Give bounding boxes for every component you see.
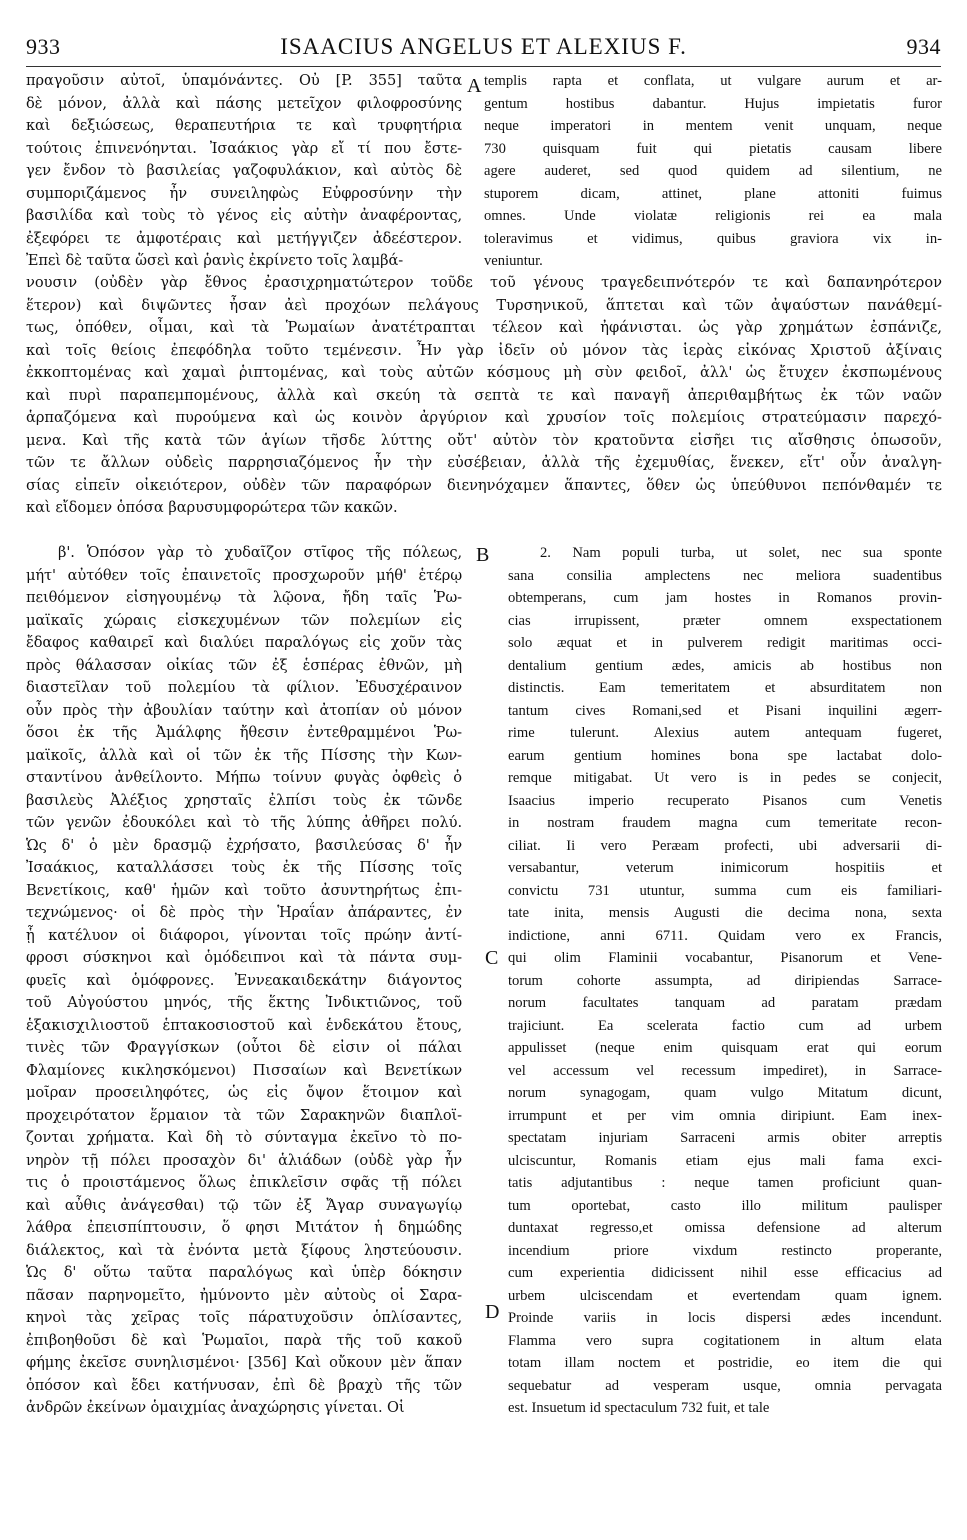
text-line: ἁρπαζόμενα καὶ πυρούμενα καὶ ὡς κοινὸν ἀργύριον καὶ χρυσίον τοῖς πολεμίοις στρατεύμασιν παρεχό- <box>26 409 942 426</box>
text-line: remque mitigabat. Ut vero is in pedes se conjecit, <box>508 770 942 786</box>
text-line: ἐξεφόρει τε ἀμφοτέραις καὶ μετήγγιζεν ἀδεέστερον. <box>26 229 462 247</box>
text-line: omnes. Unde violatæ religionis rei ea mala <box>484 208 942 224</box>
greek-column-top <box>26 70 462 273</box>
text-line: rime tulerunt. Alexius autem antequam fugeret, <box>508 725 942 741</box>
margin-letter-b: B <box>476 544 490 566</box>
text-line: Βενετίκοις, καθ' ἡμῶν καὶ τοῦτο ἀσυντηρήτως ἐπι- <box>26 881 462 899</box>
text-line: irrumpunt et per vim omnia diripiunt. Eam inex- <box>508 1107 942 1124</box>
text-line: μαϊκαῖς χώραις εἰσκεχυμένων τῶν πολεμίων εἰς <box>26 611 462 629</box>
text-line: norum synagogam, quam vulgo Mitatum dicunt, <box>508 1085 942 1101</box>
text-line: μήτ' αὐτόθεν τοῖς ἐπαινετοῖς προσχωροῦν μήθ' ἑτέρῳ <box>26 566 462 584</box>
text-line: ἔδαφος καθαιρεῖ καὶ διαλύει παραλόγως εἰς χοῦν τὰς <box>26 634 462 651</box>
running-title: ISAACIUS ANGELUS ET ALEXIUS F. <box>280 34 687 59</box>
text-line: cum experientia didicissent nihil esse efficacius ad <box>508 1265 942 1281</box>
text-line: σίας εἰπεῖν οἰκειότερον, οὐδὲν τῶν παραφόρων διενηνόχαμεν ἅπαντες, ὅθεν ὡς ὑπεύθυνοι πεπόνθαμέν τε <box>26 476 942 494</box>
text-line: vel accessum vel recessum impediret), in Sarrace- <box>508 1062 942 1079</box>
text-line: ἑξακισχιλιοστοῦ ἑπτακοσιοστοῦ καὶ ἑνδεκάτου ἔτους, <box>26 1016 462 1034</box>
text-line: Proinde variis in locis dispersi ædes incendunt. <box>508 1310 942 1326</box>
text-line: earum gentium homines bona spe lactabat dolo- <box>508 747 942 764</box>
text-line: qui olim Flaminii vocabantur, Pisanorum et Vene- <box>508 950 942 966</box>
text-line: καὶ πυρὶ παραπεμπομένους, ἀλλὰ καὶ σκεύη τὰ σεπτὰ τε καὶ παναγῆ ἀπεριθαμβήτως ἐκ τῶν ναῶν <box>26 386 942 404</box>
text-line: obtemperans, cum jam hostes in Romanos provin- <box>508 590 942 606</box>
text-line: ὅσοι ἐκ τῆς Ἀμάλφης ἤθεσιν ἐντεθραμμένοι Ῥω- <box>26 724 462 741</box>
text-line: ulciscuntur, Romanis etiam ejus mali fama exci- <box>508 1152 942 1169</box>
text-line: versabantur, veterum inimicorum hospitiis et <box>508 860 942 876</box>
text-line: κηνοὶ τὰς χεῖρας τοῖς πάρατυχοῦσιν ὁπλίσαντες, <box>26 1309 462 1326</box>
text-line: νουσιν (οὐδὲν γὰρ ἔθνος ἐρασιχρηματώτερον τοῦδε τοῦ γένους τραγεδειπνότερόν τε καὶ δαπανηρότερον <box>26 274 942 291</box>
text-line: solo æquat et in pulverem redigit maritimas occi- <box>508 635 942 651</box>
text-line: μοῖραν προσειληφότες, ὡς εἰς ὄψον ἕτοιμον καὶ <box>26 1084 462 1101</box>
text-line: β'. Ὁπόσον γὰρ τὸ χυδαῖζον στῖφος τῆς πόλεως, <box>58 544 462 561</box>
text-line: φήμης ἐκεῖσε συνηλισμένοι· [356] Καὶ οὔκουν μὲν ἅπαν <box>26 1354 462 1371</box>
text-line: ζονται χρήματα. Καὶ δὴ τὸ σύνταγμα ἐκεῖνο τὸ πο- <box>26 1129 462 1146</box>
header-rule <box>26 66 941 67</box>
text-line: gentum hostibus dabantur. Hujus impietatis furor <box>484 95 942 112</box>
text-line: dentalium gentium ædes, amicis ab hostibus non <box>508 657 942 674</box>
text-line: τῶν τε ἄλλων οὐδεὶς παρρησιαζόμενος ἦν τὴν εὐσέβειαν, ἀλλὰ τῆς ἐχεμυθίας, ἕνεκεν, εἴτ' οὖν ἀναλγη- <box>26 454 942 471</box>
text-line: totam illam noctem et postridie, eo item die qui <box>508 1355 942 1371</box>
text-line: μενα. Καὶ τῆς κατὰ τῶν ἁγίων τῆσδε λύττης οὔτ' αὐτὸν τὸν κρατοῦντα εἰσῆει τις αἴσθησις ὁπωσοῦν, <box>26 431 942 449</box>
latin-column-bottom <box>508 542 942 1420</box>
text-line: 730 quisquam fuit qui pietatis causam libere <box>484 140 942 157</box>
text-line: νηρὸν τῇ πόλει προσαχὸν δι' ἁλιάδων (οὐδὲ γὰρ ἦν <box>26 1151 462 1169</box>
text-line: sana consilia amplectens nec meliora suadentibus <box>508 567 942 584</box>
text-line: sequebatur ad vesperam usque, omnia pervagata <box>508 1377 942 1394</box>
text-line: Ἐπεὶ δὲ ταῦτα ὥσεὶ καὶ ῥανὶς ἐκρίνετο τοῖς λαμβά- <box>26 252 404 269</box>
greek-column-bottom <box>26 542 462 1420</box>
text-line: προχειρότατον ἕρμαιον τὰ τῶν Σαρακηνῶν διαπλοϊ- <box>26 1106 462 1124</box>
text-line: tatis adjutantibus : neque tamen proficiunt quan- <box>508 1175 942 1191</box>
margin-letter-a: A <box>467 75 482 97</box>
text-line: πραγοῦσιν αὐτοῖ, ὑπαμόνάντες. Οὐ [P. 355] ταῦτα <box>26 72 462 89</box>
text-line: τεχνώμενος· οἱ δὲ πρὸς τὴν Ἡραΐαν ἀπάραντες, ἐν <box>26 904 462 921</box>
text-line: ciliat. Ii vero Peræam profecti, ubi adversarii di- <box>508 837 942 854</box>
text-line: φροσι σύσκηνοι καὶ ὁμόδειπνοι καὶ τὰ πάντα συμ- <box>26 949 462 966</box>
text-line: ἀνδρῶν ἐκείνων ὁμαιχμίας ἀναχώρησις γίνεται. Οἱ <box>26 1399 405 1416</box>
text-line: distinctis. Eam temeritatem et absurditatem non <box>508 680 942 696</box>
running-header <box>26 30 941 64</box>
text-line: φυεῖς καὶ ὁμόφρονες. Ἐννεακαιδεκάτην διάγοντος <box>26 971 462 989</box>
text-line: ἐκκοπτομένας καὶ χαμαὶ ῥιπτομένας, καὶ τοὺς αὐτῶν κόσμους μὴ σὺν φειδοῖ, ἀλλ' ὡς ἔτυχεν ἐκσπωμένους <box>26 364 942 381</box>
text-line: in nostram fraudem magna cum temeritate recon- <box>508 815 942 831</box>
text-line: incendium priore vixdum restincto properante, <box>508 1242 942 1259</box>
text-line: torum cohorte assumpta, ad diripiendas Sarrace- <box>508 972 942 989</box>
margin-letter-d: D <box>485 1301 500 1323</box>
text-line: Flamma vero supra cogitationem in altum elata <box>508 1332 942 1349</box>
text-line: καὶ δεξιώσεως, θεραπευτήρια τε καὶ τρυφητήρια <box>26 117 462 134</box>
text-line: σταντίνου ἀνθείλοντο. Μήπω τοίνυν φυγὰς ὀφθεὶς ὁ <box>26 769 462 786</box>
text-line: ἐπιβοηθοῦσι δὲ καὶ Ῥωμαῖοι, παρὰ τῆς τοῦ κακοῦ <box>26 1331 462 1349</box>
text-line: est. Insuetum id spectaculum 732 fuit, et tale <box>508 1400 770 1416</box>
text-line: δὲ μόνον, ἀλλὰ καὶ πάσης μετεῖχον φιλοφροσύνης <box>26 94 462 112</box>
text-line: toleravimus et vidimus, quibus graviora vix in- <box>484 230 942 247</box>
text-line: καὶ εἴδομεν ὁπόσα βαρυσυμφορώτερα τῶν κακῶν. <box>26 499 398 516</box>
text-line: βασιλεὺς Ἀλέξιος χρησταῖς ἐλπίσι τοὺς ἐκ τῶνδε <box>26 791 462 809</box>
text-line: πᾶσαν παρηνομεῖτο, ἠμύνοντο μὲν αὐτοὺς οἱ Σαρα- <box>26 1286 462 1304</box>
text-line: cias irrupissent, præter omnem exspectationem <box>508 612 942 629</box>
text-line: convictu 731 utuntur, summa cum eis familiari- <box>508 882 942 899</box>
text-line: τις ὁ προιστάμενος ὅλως ἐπικλεῖσιν σφᾶς τῇ πόλει <box>26 1174 462 1191</box>
text-line: Ὡς δ' ὁ μὲν δρασμῷ ἐχρήσατο, βασιλεύσας δ' ἦν <box>26 836 462 854</box>
text-line: πειθόμενον εἰσηγουμένῳ τὰ λῷονα, ἤδη ταῖς Ῥω- <box>26 589 462 606</box>
text-line: καὶ τοῖς θείοις ἐπεφόδηλα τοῦτο τεμένεσιν. Ἦν γὰρ ἰδεῖν οὐ μόνον τὰς ἱερὰς εἰκόνας Χριστοῦ ἀξίναις <box>26 341 942 359</box>
text-line: norum facultates tanquam ad paratam prædam <box>508 995 942 1011</box>
text-line: tum oportebat, casto illo militum paulisper <box>508 1197 942 1214</box>
text-line: τοῦ Αὐγούστου μηνός, τῆς ἕκτης Ἰνδικτιῶνος, τοῦ <box>26 994 462 1011</box>
text-line: agere auderet, sed quod quidem ad silentium, ne <box>484 163 942 179</box>
text-line: neque imperatori in mentem venit unquam, neque <box>484 118 942 134</box>
text-line: οὖν πρὸς τὴν ἀβουλίαν ταύτην καὶ ἀτοπίαν οὐ μόνον <box>26 701 462 719</box>
text-line: Isaacius imperio recuperato Pisanos cum Venetis <box>508 792 942 809</box>
right-page-number: 934 <box>906 34 941 59</box>
text-line: μαϊκοῖς, ἀλλὰ καὶ οἱ τῶν ἐκ τῆς Πίσσης τὴν Κων- <box>26 746 462 764</box>
text-line: βασιλίδα καὶ τοὺς τὸ γένος εἰς αὐτὴν ἀναφέροντας, <box>26 207 462 224</box>
text-line: templis rapta et conflata, ut vulgare aurum et ar- <box>484 73 942 89</box>
text-line: indictione, anni 6711. Quidam vero ex Francis, <box>508 927 942 944</box>
text-line: ἕτερον) καὶ διψῶντες ἦσαν ἀεὶ προχόων πελάγους Τυρσηνικοῦ, ἅπτεται καὶ τῶν ἀψαύστων πανάθεμί- <box>26 296 942 314</box>
text-line: veniuntur. <box>484 253 543 269</box>
text-line: 2. Nam populi turba, ut solet, nec sua sponte <box>540 545 942 561</box>
text-line: Φλαμίονες κικλησκόμενοι) Πισσαίων καὶ Βενετίκων <box>26 1061 462 1079</box>
text-line: urbem ulciscendam et evertendam quam ignem. <box>508 1287 942 1304</box>
text-line: τινὲς τῶν Φραγγίσκων (οὗτοι δὲ εἰσιν οἱ πάλαι <box>26 1039 462 1056</box>
latin-column-top <box>484 70 942 273</box>
text-line: tate inita, mensis Augusti die decima nona, sexta <box>508 905 942 921</box>
text-line: tantum cives Romani,sed et Pisani inquilini ægerr- <box>508 702 942 719</box>
text-line: appulisset (neque enim quisquam erat qui eorum <box>508 1040 942 1056</box>
text-line: γεν ἔνδον τὸ βασιλείας γαζοφυλάκιον, καὶ αὐτὸς δὲ <box>26 162 462 179</box>
text-line: duntaxat regresso,et omissa defensione ad alterum <box>508 1220 942 1236</box>
text-line: διαστεῖλαν τοῦ πολεμίου τὰ φίλιον. Ἐδυσχέραινον <box>26 679 462 696</box>
text-line: καὶ αὖθις ἀνάγεσθαι) τῷ τῶν ἐξ Ἄγαρ συναγωγίῳ <box>26 1196 462 1214</box>
left-page-number: 933 <box>26 34 61 59</box>
text-line: ὁπόσον καὶ ἔδει κατήνυσαν, ἐπὶ δὲ βραχὺ τῆς τῶν <box>26 1376 462 1394</box>
text-line: Ἰσαάκιος, καταλλάσσει τοὺς ἐκ τῆς Πίσσης τοῖς <box>26 859 462 876</box>
text-line: λάθρα ἐπεισπίπτουσιν, ὅ φησι Μιτάτον ἡ δημώδης <box>26 1219 462 1236</box>
text-line: ᾗ κατέλυον οἱ διάφοροι, γίνονται τοῖς πρώην ἀντί- <box>26 926 462 944</box>
text-line: πρὸς θάλασσαν οἰκίας τῶν ἐξ ἑσπέρας ἐθνῶν, μὴ <box>26 656 462 674</box>
text-line: τούτοις ἐπινενόηνται. Ἰσαάκιος γὰρ εἴ τί που ἔστε- <box>26 139 462 157</box>
margin-letter-c: C <box>485 947 499 969</box>
text-line: τῶν γενῶν ἐδουκόλει καὶ τὸ τῆς λύπης ἀθῆρει πολύ. <box>26 814 462 831</box>
text-line: διάλεκτος, καὶ τὰ ἐνόντα μετὰ ξίφους ληστεύουσιν. <box>26 1241 462 1259</box>
text-line: trajiciunt. Ea scelerata factio cum ad urbem <box>508 1017 942 1034</box>
greek-full-width <box>26 272 942 520</box>
text-line: spectatam injuriam Sarraceni armis obiter arreptis <box>508 1130 942 1146</box>
text-line: stuporem dicam, attinet, plane attoniti fuimus <box>484 185 942 202</box>
text-line: τως, ὁπόθεν, οἶμαι, καὶ τὰ Ῥωμαίων ἀνατέτραπται τέλεον καὶ ἠφάνισται. ὡς γὰρ χρημάτων ἐσπάνιζε, <box>26 319 942 336</box>
text-line: Ὡς δ' οὕτω ταῦτα παραλόγως καὶ ὑπὲρ δόκησιν <box>26 1264 462 1281</box>
text-line: συμποριζάμενος ἦν συνειληφὼς Εὐφροσύνην τὴν <box>26 184 462 202</box>
